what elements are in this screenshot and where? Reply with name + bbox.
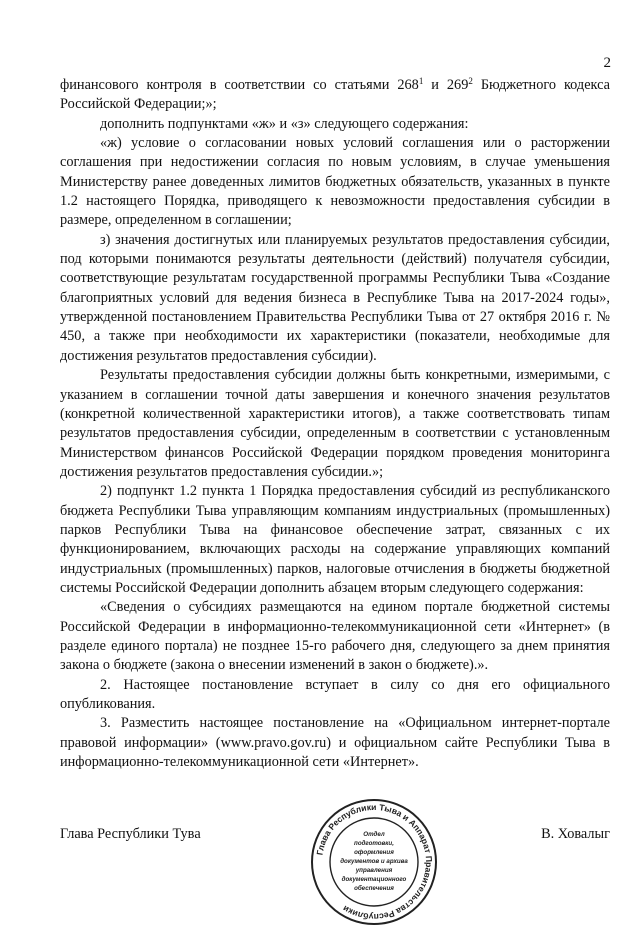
stamp-line-7: обеспечения [354, 885, 394, 892]
stamp-line-2: подготовки, [354, 840, 394, 847]
paragraph-6: 2) подпункт 1.2 пункта 1 Порядка предоставления субсидий из республиканского бюджета Республики Тыва управляющим компаниям индустриальных (промышленных) парков Республики Тыва на финансовое обеспечение затрат, связанных с их функционированием, включающих расходы на содержание управляющих компаний индустриальных (промышленных) парков, налоговые отчисления в бюджеты бюджетной системы Российской Федерации дополнить абзацем вторым следующего содержания: [60, 483, 610, 596]
paragraph-7: «Сведения о субсидиях размещаются на едином портале бюджетной системы Российской Федерации в информационно-телекоммуникационной сети «Интернет» (в разделе единого портала) не позднее 15-го рабочего дня, следующего за днем принятия закона о бюджете (закона о внесении изменений в закон о бюджете).». [60, 599, 610, 674]
paragraph-3: «ж) условие о согласовании новых условий соглашения или о расторжении соглашения при недостижении согласия по новым условиям, в случае уменьшения Министерству ранее доведенных лимитов бюджетных обязательств, указанных в пункте 1.2 настоящего Порядка, приводящего к невозможности предоставления субсидии в размере, определенном в соглашении; [60, 135, 610, 229]
stamp-line-3: оформления [354, 849, 394, 856]
stamp-line-5: управления [355, 867, 393, 874]
paragraph-1: финансового контроля в соответствии со статьями $268^1$ и $269^2$ Бюджетного кодекса Российской Федерации;»; [60, 76, 610, 113]
document-body [60, 76, 610, 772]
stamp-ring-text: Глава Республики Тыва и Аппарат Правительства Республики [314, 801, 435, 923]
page-number: 2 [603, 55, 611, 71]
signatory-name: В. Ховалыг [541, 826, 610, 842]
stamp-line-4: документов и архива [340, 858, 408, 865]
signatory-title: Глава Республики Тувa [60, 826, 201, 842]
paragraph-8: 2. Настоящее постановление вступает в силу со дня его официального опубликования. [60, 676, 610, 712]
official-stamp [309, 797, 439, 927]
stamp-line-1: Отдел [363, 831, 385, 838]
paragraph-4: з) значения достигнутых или планируемых результатов предоставления субсидии, под которыми понимаются результаты деятельности (действий) получателя субсидии, соответствующие результатам государственной программы Республики Тыва «Создание благоприятных условий для ведения бизнеса в Республике Тыва на 2017-2024 годы», утвержденной постановлением Правительства Республики Тыва от 27 октября 2016 г. № 450, а также при необходимости их характеристики (показатели, необходимые для достижения результатов предоставления субсидии). [60, 231, 610, 364]
paragraph-9: 3. Разместить настоящее постановление на «Официальном интернет-портале правовой информации» (www.pravo.gov.ru) и официальном сайте Республики Тыва в информационно-телекоммуникационной сети «Интернет». [60, 715, 610, 771]
stamp-line-6: документационного [341, 876, 407, 883]
paragraph-5: Результаты предоставления субсидии должны быть конкретными, измеримыми, с указанием в соглашении точной даты завершения и конечного значения результатов (конкретной количественной характеристики итогов), а также соответствовать типам результатов предоставления субсидии, определенным в соответствии с установленным Министерством финансов Российской Федерации порядком проведения мониторинга достижения результатов предоставления субсидии.»; [60, 367, 610, 480]
paragraph-2: дополнить подпунктами «ж» и «з» следующего содержания: [100, 115, 469, 132]
